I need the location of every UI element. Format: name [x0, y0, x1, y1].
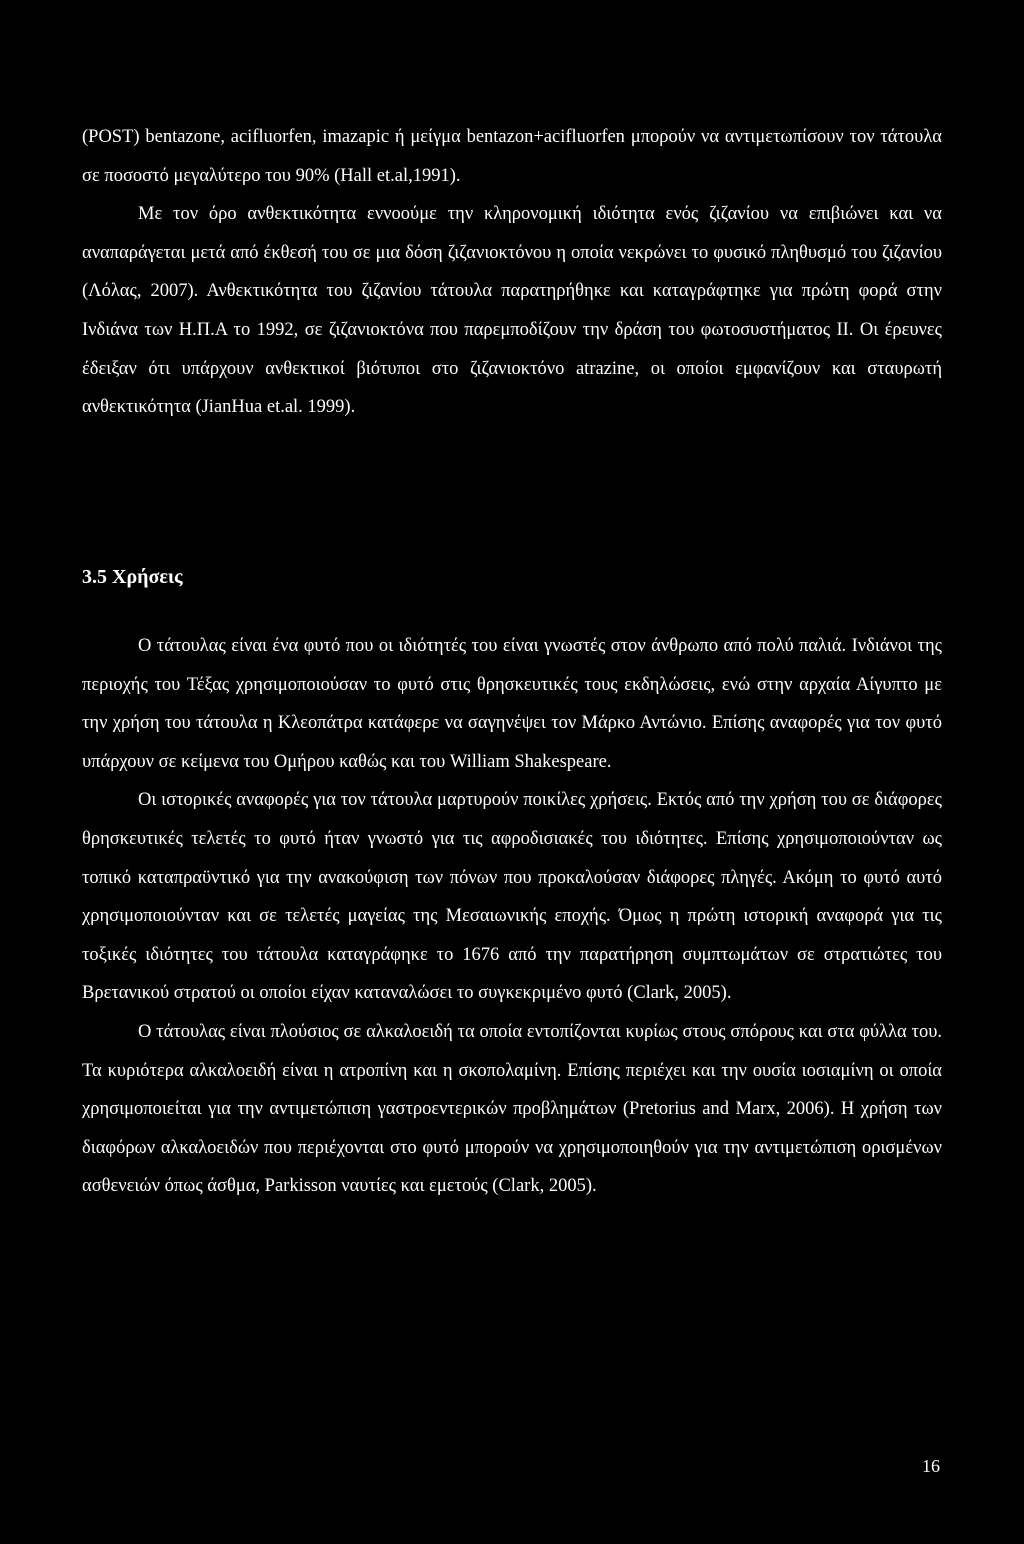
document-page — [82, 118, 942, 1197]
paragraph-history: Ο τάτουλας είναι ένα φυτό που οι ιδιότητές του είναι γνωστές στον άνθρωπο από πολύ παλιά. Ινδιάνοι της περιοχής του Τέξας χρησιμοποιούσαν το φυτό στις θρησκευτικές τους εκδηλώσεις, ενώ στην αρχαία Αίγυπτο με την χρήση του τάτουλα η Κλεοπάτρα κατάφερε να σαγηνέψει τον Μάρκο Αντώνιο. Επίσης αναφορές για τον φυτό υπάρχουν σε κείμενα του Ομήρου καθώς και του William Shakespeare. — [82, 636, 942, 772]
section-uses — [82, 627, 942, 1206]
paragraph-herbicides: (POST) bentazone, acifluorfen, imazapic ή μείγμα bentazon+acifluorfen μπορούν να αντιμετωπίσουν τον τάτουλα σε ποσοστό μεγαλύτερο του 90% (Hall et.al,1991). — [82, 127, 942, 186]
section-heading: 3.5 Χρήσεις — [82, 566, 183, 588]
paragraph-alkaloids: Ο τάτουλας είναι πλούσιος σε αλκαλοειδή τα οποία εντοπίζονται κυρίως στους σπόρους και στα φύλλα του. Τα κυριότερα αλκαλοειδή είναι η ατροπίνη και η σκοπολαμίνη. Επίσης περιέχει και την ουσία ιοσιαμίνη οι οποία χρησιμοποιείται για την αντιμετώπιση γαστροεντερικών προβλημάτων (Pretorius and Marx, 2006). Η χρήση των διαφόρων αλκαλοειδών που περιέχονται στο φυτό μπορούν να χρησιμοποιηθούν για την αντιμετώπιση ορισμένων ασθενειών όπως άσθμα, Parkisson ναυτίες και εμετούς (Clark, 2005). — [82, 1021, 942, 1197]
page-number: 16 — [922, 1456, 940, 1476]
paragraph-resistance: Με τον όρο ανθεκτικότητα εννοούμε την κληρονομική ιδιότητα ενός ζιζανίου να επιβιώνει και να αναπαράγεται μετά από έκθεσή του σε μια δόση ζιζανιοκτόνου η οποία νεκρώνει το φυσικό πληθυσμό του ζιζανίου (Λόλας, 2007). Ανθεκτικότητα του ζιζανίου τάτουλα παρατηρήθηκε και καταγράφτηκε για πρώτη φορά στην Ινδιάνα των Η.Π.Α το 1992, σε ζιζανιοκτόνα που παρεμποδίζουν την δράση του φωτοσυστήματος ΙΙ. Οι έρευνες έδειξαν ότι υπάρχουν ανθεκτικοί βιότυποι στο ζιζανιοκτόνο atrazine, οι οποίοι εμφανίζουν και σταυρωτή ανθεκτικότητα (JianHua et.al. 1999). — [82, 204, 942, 418]
paragraph-historical-uses: Οι ιστορικές αναφορές για τον τάτουλα μαρτυρούν ποικίλες χρήσεις. Εκτός από την χρήση του σε διάφορες θρησκευτικές τελετές το φυτό ήταν γνωστό για τις αφροδισιακές του ιδιότητες. Επίσης χρησιμοποιούνταν ως τοπικό καταπραϋντικό για την ανακούφιση των πόνων που προκαλούσαν διάφορες πληγές. Ακόμη το φυτό αυτό χρησιμοποιούνταν και σε τελετές μαγείας της Μεσαιωνικής εποχής. Όμως η πρώτη ιστορική αναφορά για τις τοξικές ιδιότητες του τάτουλα καταγράφηκε το 1676 από την παρατήρηση συμπτωμάτων σε στρατιώτες του Βρετανικού στρατού οι οποίοι είχαν καταναλώσει το συγκεκριμένο φυτό (Clark, 2005). — [82, 790, 942, 1004]
